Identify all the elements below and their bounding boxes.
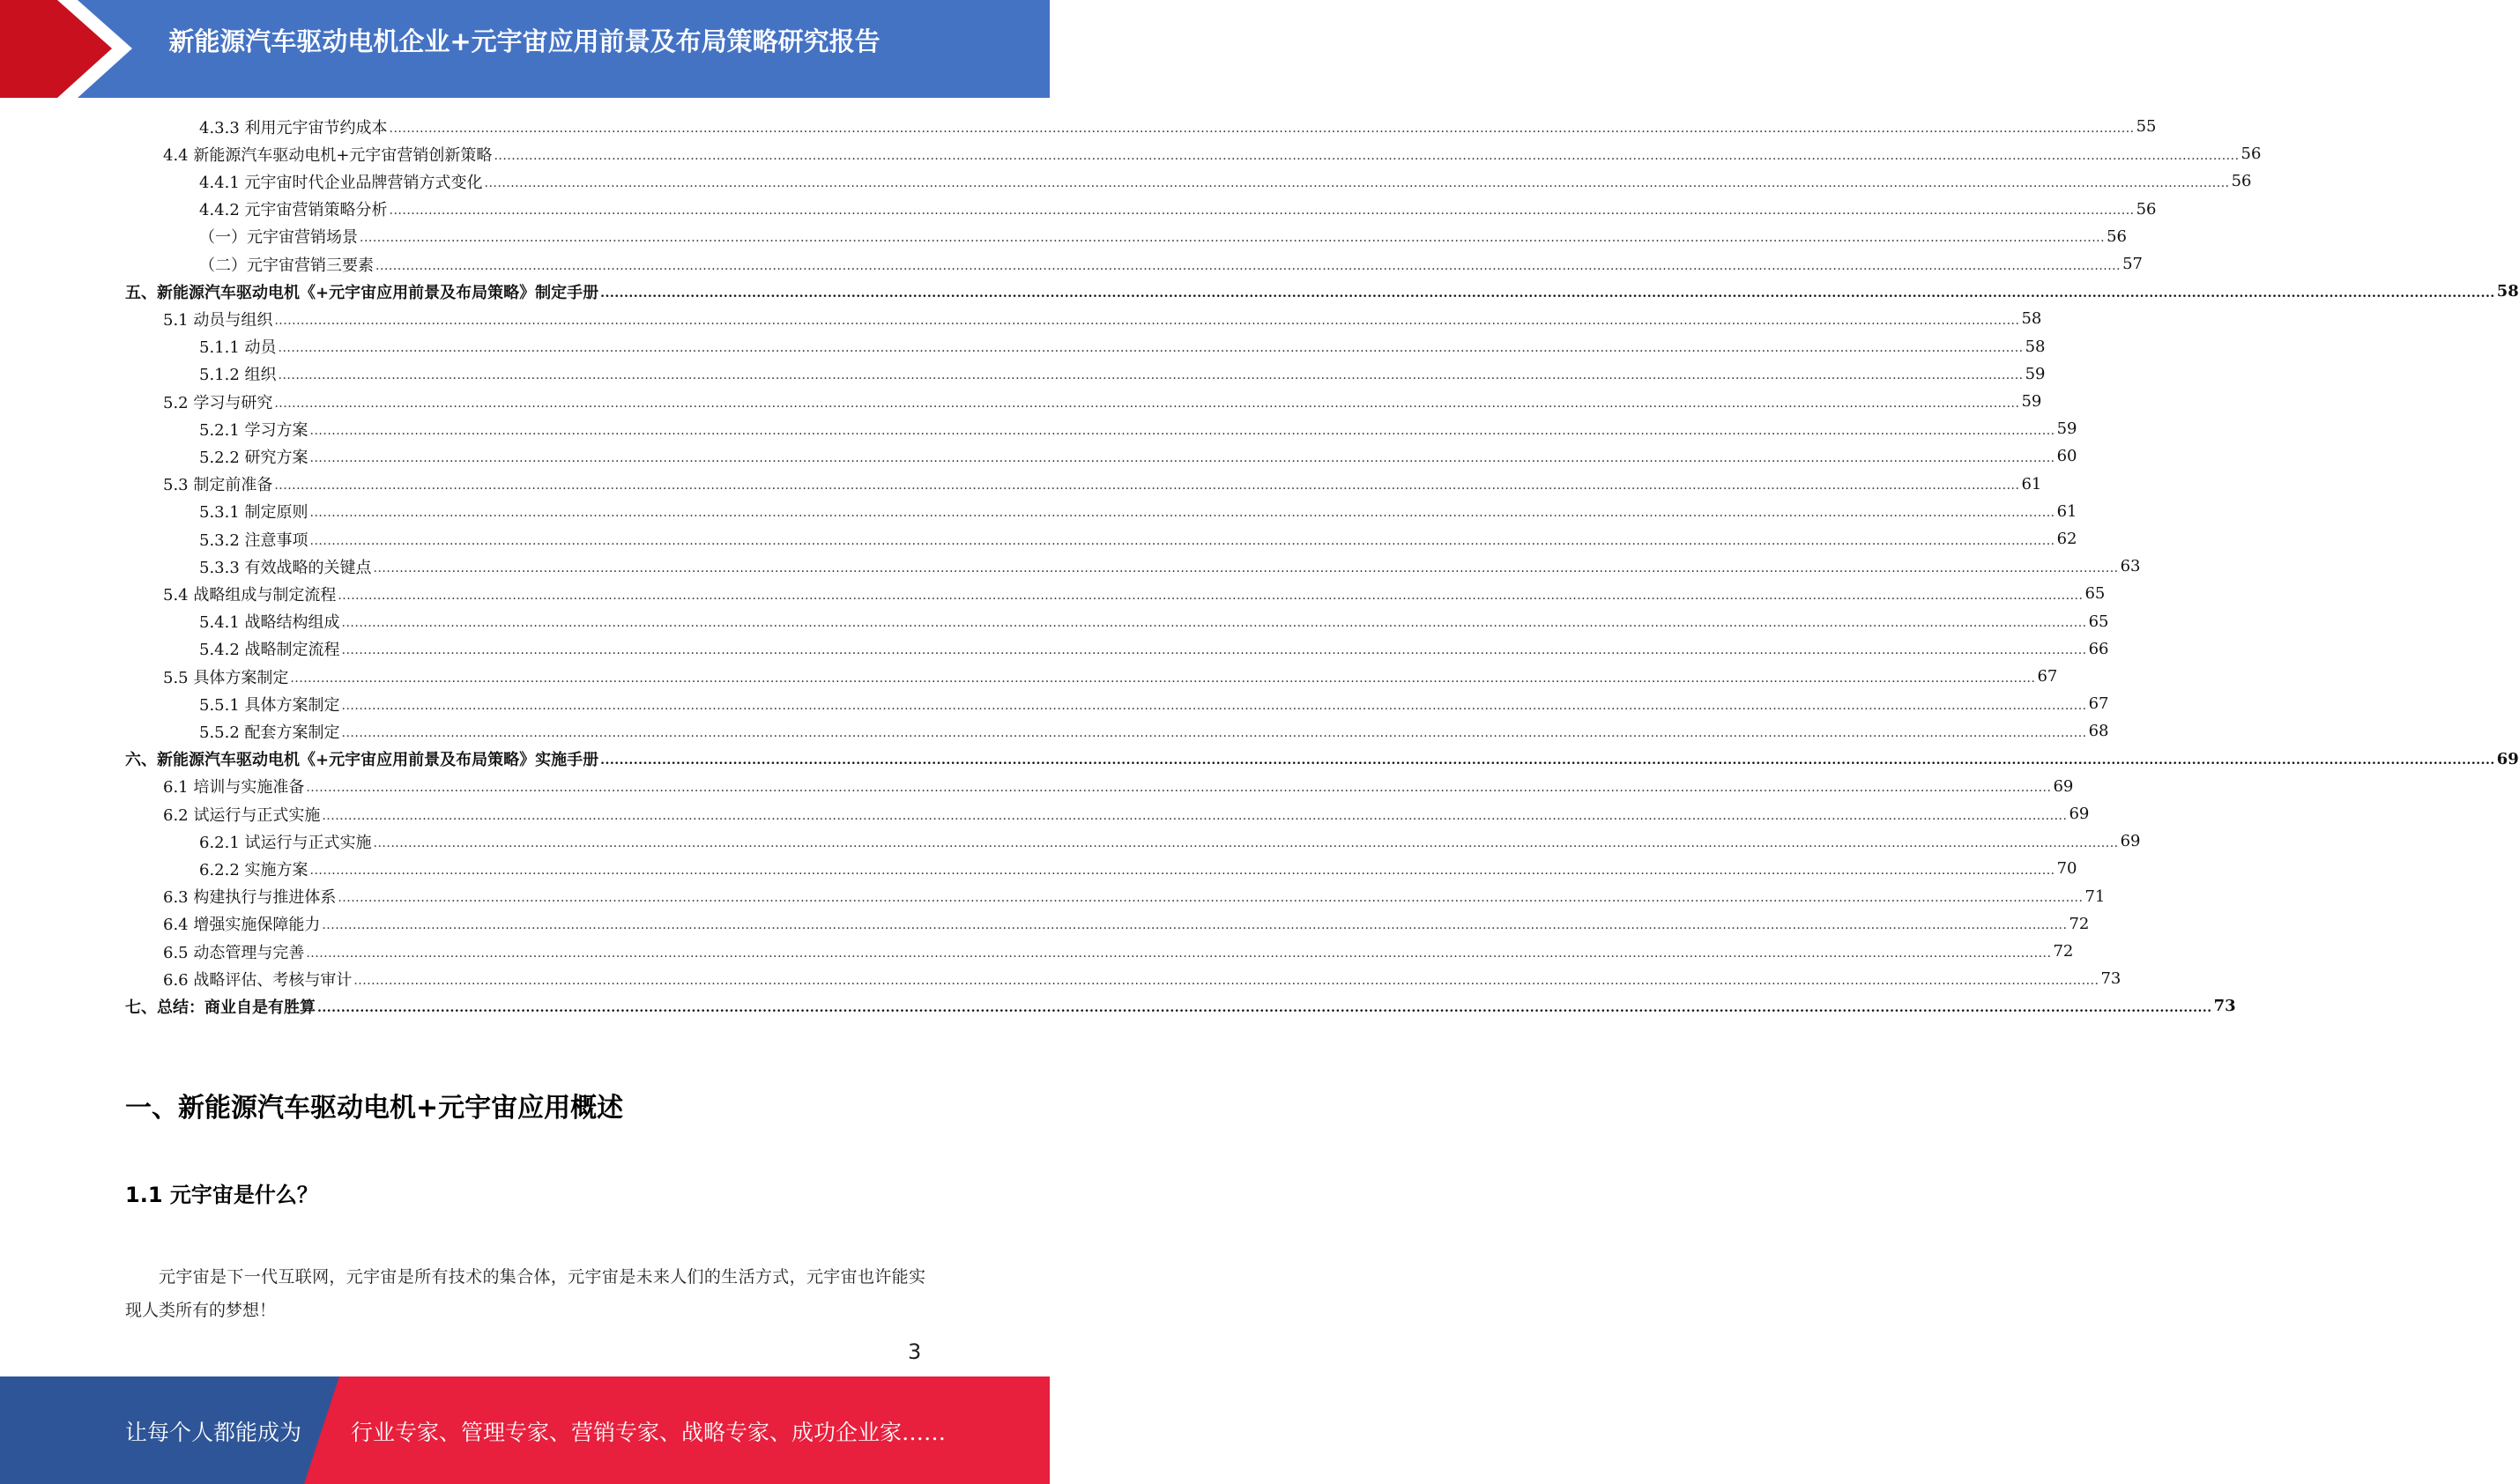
toc-entry-page: 62 bbox=[2056, 530, 2077, 548]
toc-entry[interactable] bbox=[199, 553, 2141, 580]
toc-entry-page: 67 bbox=[2088, 694, 2109, 714]
toc-entry[interactable] bbox=[125, 746, 2519, 773]
toc-leader-dots: ................................................................................................................................................................................................................................................................................................................................................................................................................ bbox=[341, 698, 2087, 713]
toc-entry-page: 61 bbox=[2021, 474, 2042, 493]
toc-leader-dots: ................................................................................................................................................................................................................................................................................................................................................................................................................ bbox=[389, 204, 2135, 219]
toc-entry[interactable] bbox=[163, 938, 2074, 965]
toc-entry-page: 56 bbox=[2107, 226, 2127, 246]
toc-entry-page: 69 bbox=[2496, 749, 2519, 768]
toc-entry[interactable] bbox=[199, 196, 2157, 223]
toc-entry-title: 5.4 战略组成与制定流程 bbox=[163, 585, 337, 605]
toc-entry-page: 65 bbox=[2084, 584, 2106, 604]
toc-leader-dots: ................................................................................................................................................................................................................................................................................................................................................................................................................ bbox=[341, 616, 2087, 631]
toc-leader-dots: ................................................................................................................................................................................................................................................................................................................................................................................................................ bbox=[353, 973, 2099, 988]
page-header bbox=[0, 0, 1050, 98]
toc-leader-dots: ................................................................................................................................................................................................................................................................................................................................................................................................................ bbox=[309, 423, 2055, 438]
chapter-heading: 一、新能源汽车驱动电机+元宇宙应用概述 bbox=[125, 1093, 624, 1124]
toc-entry-page: 55 bbox=[2136, 117, 2157, 136]
toc-entry[interactable] bbox=[199, 717, 2109, 745]
toc-leader-dots: ................................................................................................................................................................................................................................................................................................................................................................................................................ bbox=[322, 918, 2068, 933]
toc-leader-dots: ................................................................................................................................................................................................................................................................................................................................................................................................................ bbox=[341, 725, 2087, 740]
toc-leader-dots: ................................................................................................................................................................................................................................................................................................................................................................................................................ bbox=[373, 835, 2119, 850]
toc-entry-page: 58 bbox=[2021, 309, 2042, 329]
toc-entry-title: （一）元宇宙营销场景 bbox=[199, 228, 358, 248]
toc-entry-page: 58 bbox=[2025, 337, 2046, 356]
toc-entry-title: 5.5.1 具体方案制定 bbox=[199, 695, 340, 715]
toc-leader-dots: ................................................................................................................................................................................................................................................................................................................................................................................................................ bbox=[309, 533, 2055, 548]
toc-entry[interactable] bbox=[163, 140, 2262, 167]
toc-entry[interactable] bbox=[199, 360, 2046, 388]
toc-entry[interactable] bbox=[199, 113, 2157, 140]
toc-entry[interactable] bbox=[199, 223, 2127, 250]
toc-entry-title: 5.4.1 战略结构组成 bbox=[199, 613, 340, 633]
toc-leader-dots: ................................................................................................................................................................................................................................................................................................................................................................................................................ bbox=[494, 148, 2240, 163]
toc-entry-page: 59 bbox=[2056, 419, 2077, 439]
toc-entry-title: 6.4 增强实施保障能力 bbox=[163, 916, 321, 935]
toc-entry[interactable] bbox=[199, 608, 2109, 635]
toc-entry-page: 70 bbox=[2056, 859, 2077, 879]
toc-entry[interactable] bbox=[163, 663, 2058, 690]
toc-entry-page: 59 bbox=[2025, 364, 2046, 383]
toc-entry-title: 4.3.3 利用元宇宙节约成本 bbox=[199, 118, 388, 137]
toc-leader-dots: ................................................................................................................................................................................................................................................................................................................................................................................................................ bbox=[309, 506, 2055, 521]
toc-leader-dots: ................................................................................................................................................................................................................................................................................................................................................................................................................ bbox=[309, 450, 2055, 465]
toc-leader-dots: ................................................................................................................................................................................................................................................................................................................................................................................................................ bbox=[338, 891, 2084, 906]
toc-leader-dots: ................................................................................................................................................................................................................................................................................................................................................................................................................ bbox=[600, 286, 2495, 301]
toc-entry-title: 5.5.2 配套方案制定 bbox=[199, 723, 340, 742]
footer-slogan-left: 让每个人都能成为 bbox=[125, 1420, 302, 1445]
toc-entry-title: 5.3.1 制定原则 bbox=[199, 503, 308, 523]
toc-entry-title: 5.3.3 有效战略的关键点 bbox=[199, 558, 372, 577]
toc-entry-title: 6.5 动态管理与完善 bbox=[163, 943, 305, 962]
toc-entry-page: 60 bbox=[2056, 447, 2077, 466]
toc-entry[interactable] bbox=[163, 883, 2106, 910]
toc-entry[interactable] bbox=[163, 773, 2074, 800]
toc-entry[interactable] bbox=[199, 635, 2109, 663]
toc-entry-page: 73 bbox=[2213, 997, 2236, 1016]
toc-entry[interactable] bbox=[199, 442, 2077, 470]
toc-entry-page: 58 bbox=[2496, 282, 2519, 301]
toc-leader-dots: ................................................................................................................................................................................................................................................................................................................................................................................................................ bbox=[278, 368, 2024, 383]
toc-entry-title: 6.6 战略评估、考核与审计 bbox=[163, 970, 353, 990]
toc-entry-title: 6.2.2 实施方案 bbox=[199, 860, 308, 879]
toc-entry-page: 56 bbox=[2136, 199, 2157, 219]
page-number: 3 bbox=[908, 1339, 922, 1364]
toc-entry[interactable] bbox=[199, 415, 2077, 442]
toc-entry-page: 67 bbox=[2037, 667, 2058, 686]
toc-entry[interactable] bbox=[163, 965, 2121, 992]
toc-entry[interactable] bbox=[163, 471, 2042, 498]
toc-entry[interactable] bbox=[163, 580, 2106, 607]
toc-entry-title: 6.3 构建执行与推进体系 bbox=[163, 888, 337, 908]
toc-entry-page: 63 bbox=[2120, 557, 2141, 576]
toc-entry-page: 71 bbox=[2084, 887, 2106, 906]
toc-leader-dots: ................................................................................................................................................................................................................................................................................................................................................................................................................ bbox=[290, 671, 2036, 686]
toc-entry-page: 69 bbox=[2120, 832, 2141, 851]
toc-entry[interactable] bbox=[163, 800, 2090, 827]
toc-leader-dots: ................................................................................................................................................................................................................................................................................................................................................................................................................ bbox=[360, 231, 2106, 246]
toc-entry-title: 4.4.2 元宇宙营销策略分析 bbox=[199, 201, 388, 220]
toc-entry-title: 五、新能源汽车驱动电机《+元宇宙应用前景及布局策略》制定手册 bbox=[125, 283, 599, 302]
toc-entry-page: 72 bbox=[2053, 942, 2074, 961]
toc-entry[interactable] bbox=[199, 827, 2141, 855]
toc-entry-page: 65 bbox=[2088, 612, 2109, 631]
toc-entry-page: 61 bbox=[2056, 501, 2077, 521]
toc-entry[interactable] bbox=[199, 855, 2077, 882]
toc-entry[interactable] bbox=[125, 992, 2236, 1020]
toc-leader-dots: ................................................................................................................................................................................................................................................................................................................................................................................................................ bbox=[274, 396, 2020, 411]
toc-entry-title: 4.4.1 元宇宙时代企业品牌营销方式变化 bbox=[199, 173, 483, 192]
toc-entry-title: 5.4.2 战略制定流程 bbox=[199, 641, 340, 660]
toc-entry-page: 68 bbox=[2088, 722, 2109, 741]
toc-entry-page: 69 bbox=[2069, 805, 2090, 823]
toc-entry-title: 5.2.1 学习方案 bbox=[199, 420, 308, 440]
toc-entry-title: 5.2 学习与研究 bbox=[163, 393, 273, 412]
toc-entry[interactable] bbox=[163, 910, 2090, 938]
toc-entry-title: 6.2.1 试运行与正式实施 bbox=[199, 833, 372, 852]
toc-leader-dots: ................................................................................................................................................................................................................................................................................................................................................................................................................ bbox=[600, 753, 2495, 768]
toc-leader-dots: ................................................................................................................................................................................................................................................................................................................................................................................................................ bbox=[274, 313, 2020, 328]
toc-entry[interactable] bbox=[199, 525, 2077, 553]
toc-leader-dots: ................................................................................................................................................................................................................................................................................................................................................................................................................ bbox=[309, 863, 2055, 878]
toc-entry-page: 56 bbox=[2240, 145, 2262, 164]
toc-leader-dots: ................................................................................................................................................................................................................................................................................................................................................................................................................ bbox=[375, 258, 2121, 273]
toc-entry-title: 5.1.1 动员 bbox=[199, 338, 277, 358]
toc-leader-dots: ................................................................................................................................................................................................................................................................................................................................................................................................................ bbox=[322, 808, 2068, 823]
toc-entry[interactable] bbox=[163, 305, 2042, 332]
toc-entry[interactable] bbox=[199, 250, 2143, 278]
toc-entry-page: 69 bbox=[2053, 776, 2074, 796]
toc-entry-title: 六、新能源汽车驱动电机《+元宇宙应用前景及布局策略》实施手册 bbox=[125, 751, 599, 770]
toc-leader-dots: ................................................................................................................................................................................................................................................................................................................................................................................................................ bbox=[278, 341, 2024, 356]
body-paragraph: 元宇宙是下一代互联网，元宇宙是所有技术的集合体，元宇宙是未来人们的生活方式，元宇宙也许能实现人类所有的梦想！ bbox=[125, 1267, 925, 1320]
toc-entry-title: 5.2.2 研究方案 bbox=[199, 448, 308, 467]
toc-entry-title: 5.1.2 组织 bbox=[199, 366, 277, 385]
toc-entry-page: 57 bbox=[2122, 255, 2143, 273]
page-footer bbox=[0, 1376, 1050, 1484]
footer-slogan-right: 行业专家、管理专家、营销专家、战略专家、成功企业家…… bbox=[351, 1420, 947, 1445]
toc-entry-title: 6.2 试运行与正式实施 bbox=[163, 805, 321, 825]
toc-leader-dots: ................................................................................................................................................................................................................................................................................................................................................................................................................ bbox=[484, 175, 2230, 190]
toc-entry[interactable] bbox=[199, 333, 2046, 360]
toc-entry[interactable] bbox=[199, 167, 2252, 195]
toc-entry-title: 4.4 新能源汽车驱动电机+元宇宙营销创新策略 bbox=[163, 145, 493, 165]
toc-entry[interactable] bbox=[199, 690, 2109, 717]
report-title: 新能源汽车驱动电机企业+元宇宙应用前景及布局策略研究报告 bbox=[168, 26, 881, 56]
toc-entry-title: 5.1 动员与组织 bbox=[163, 310, 273, 330]
toc-entry[interactable] bbox=[125, 278, 2519, 305]
toc-leader-dots: ................................................................................................................................................................................................................................................................................................................................................................................................................ bbox=[306, 781, 2052, 796]
toc-entry-page: 66 bbox=[2088, 639, 2109, 658]
toc-entry-page: 56 bbox=[2231, 172, 2252, 191]
toc-leader-dots: ................................................................................................................................................................................................................................................................................................................................................................................................................ bbox=[306, 946, 2052, 961]
toc-leader-dots: ................................................................................................................................................................................................................................................................................................................................................................................................................ bbox=[373, 560, 2119, 575]
section-heading: 1.1 元宇宙是什么？ bbox=[125, 1183, 318, 1207]
toc-entry-title: 5.5 具体方案制定 bbox=[163, 668, 289, 687]
toc-entry-title: 5.3.2 注意事项 bbox=[199, 531, 308, 550]
toc-leader-dots: ................................................................................................................................................................................................................................................................................................................................................................................................................ bbox=[274, 479, 2020, 493]
toc-entry-title: 5.3 制定前准备 bbox=[163, 476, 273, 495]
toc-entry-page: 73 bbox=[2100, 969, 2121, 989]
toc-entry[interactable] bbox=[199, 498, 2077, 525]
toc-entry[interactable] bbox=[163, 388, 2042, 415]
toc-leader-dots: ................................................................................................................................................................................................................................................................................................................................................................................................................ bbox=[338, 588, 2084, 603]
toc-leader-dots: ................................................................................................................................................................................................................................................................................................................................................................................................................ bbox=[317, 1000, 2212, 1015]
toc-entry-page: 59 bbox=[2021, 392, 2042, 411]
toc-leader-dots: ................................................................................................................................................................................................................................................................................................................................................................................................................ bbox=[389, 121, 2135, 136]
toc-entry-title: 七、总结：商业自是有胜算 bbox=[125, 998, 316, 1017]
toc-entry-page: 72 bbox=[2069, 914, 2090, 933]
toc-entry-title: （二）元宇宙营销三要素 bbox=[199, 256, 374, 275]
toc-leader-dots: ................................................................................................................................................................................................................................................................................................................................................................................................................ bbox=[341, 643, 2087, 658]
toc-entry-title: 6.1 培训与实施准备 bbox=[163, 778, 305, 798]
